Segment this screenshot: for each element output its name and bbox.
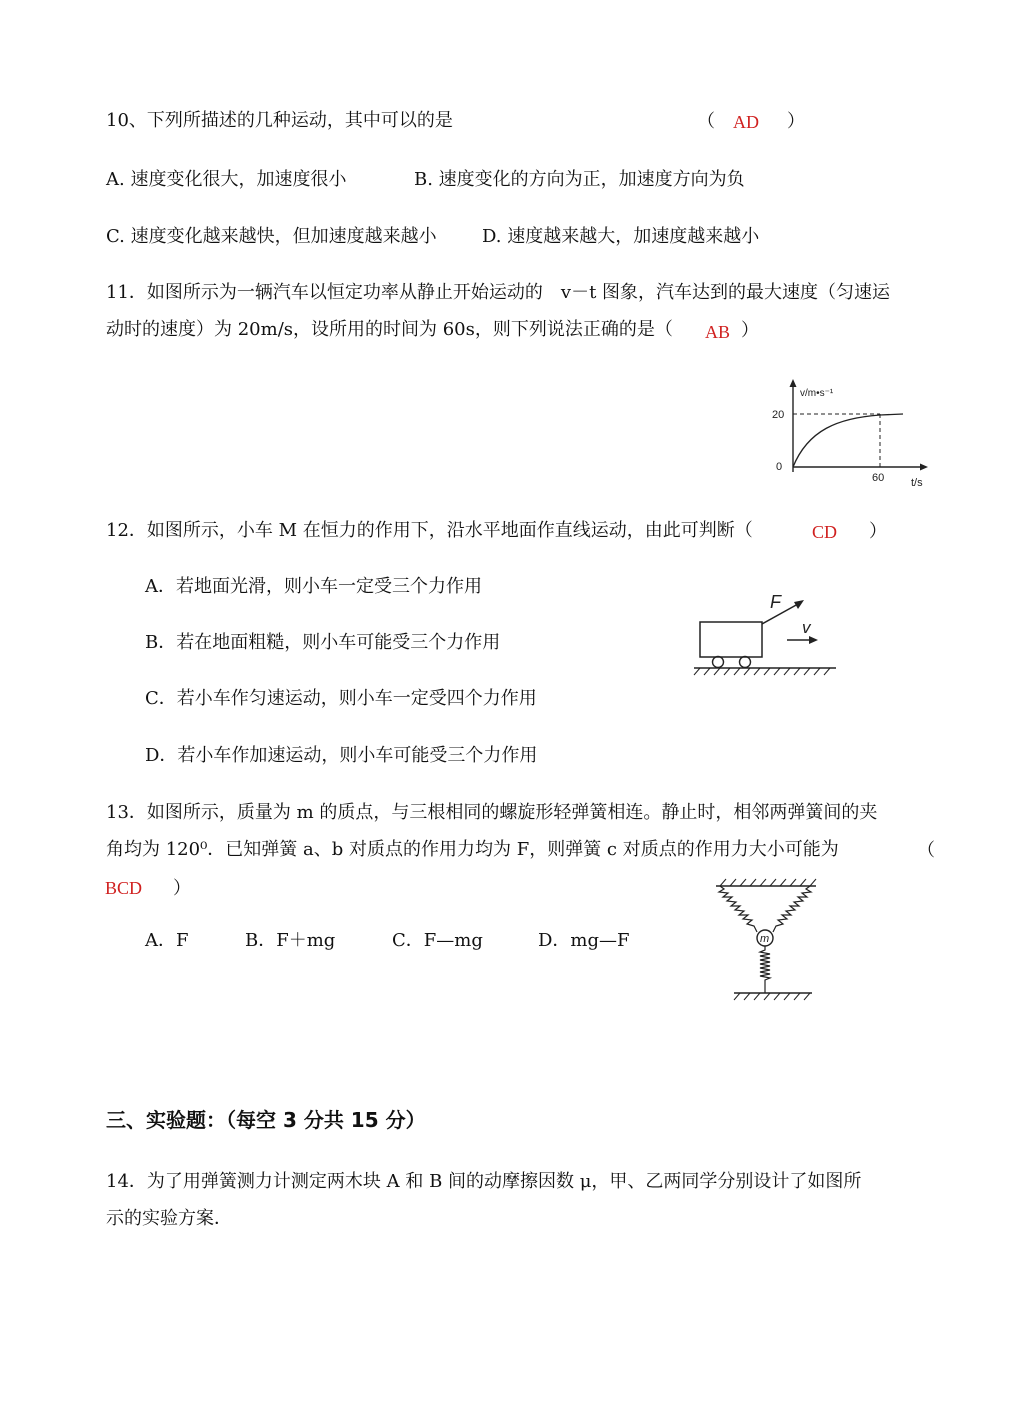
q11-vt-graph [760, 378, 935, 493]
vt-graph-x-tick-60: 60 [872, 472, 885, 484]
q13-spring-figure [708, 876, 823, 1006]
vt-graph-y-arrow [790, 379, 797, 387]
q10-option-b: B. 速度变化的方向为正，加速度方向为负 [414, 169, 745, 190]
vt-graph-origin: 0 [776, 461, 783, 473]
vt-graph-x-axis-label: t/s [911, 477, 923, 489]
q11-line1: 11．如图所示为一辆汽车以恒定功率从静止开始运动的 v－t 图象，汽车达到的最大速度（匀速运 [106, 282, 891, 303]
q14-line2: 示的实验方案． [106, 1208, 232, 1229]
q11-paren-close: ） [741, 320, 759, 340]
q10-paren-open: （ [697, 111, 715, 131]
q13-answer: BCD [105, 878, 143, 898]
vt-graph-y-tick-20: 20 [772, 409, 785, 421]
q13-option-d: D．mg—F [538, 930, 630, 951]
q10-paren-close: ） [787, 111, 805, 131]
ground-hatching [694, 668, 830, 675]
section3-title: 三、实验题：（每空 3 分共 15 分） [106, 1108, 426, 1132]
velocity-arrowhead [809, 636, 818, 644]
floor-hatching [734, 993, 810, 1000]
q12-cart-figure [690, 588, 845, 680]
q14-line1: 14．为了用弹簧测力计测定两木块 A 和 B 间的动摩擦因数 μ，甲、乙两同学分别设计了如图所 [106, 1171, 862, 1192]
spring-a [719, 886, 757, 932]
q10-option-c: C. 速度变化越来越快，但加速度越来越小 [106, 226, 437, 247]
q13-paren-open: （ [917, 840, 935, 860]
q10-answer: AD [733, 112, 759, 132]
q11-answer: AB [705, 322, 731, 342]
force-arrowhead [794, 600, 804, 609]
q13-paren-close: ） [173, 878, 191, 898]
q10-option-d: D. 速度越来越大，加速度越来越小 [482, 226, 760, 247]
q12-option-d: D．若小车作加速运动，则小车可能受三个力作用 [145, 745, 538, 766]
q12-answer: CD [812, 522, 838, 542]
q12-option-c: C．若小车作匀速运动，则小车一定受四个力作用 [145, 688, 537, 709]
q12-stem: 12．如图所示，小车 M 在恒力的作用下，沿水平地面作直线运动，由此可判断（ [106, 520, 753, 541]
vt-graph-y-axis-label: v/m•s⁻¹ [800, 388, 834, 399]
spring-b [773, 886, 811, 932]
cart-wheel-right [740, 657, 751, 668]
cart-wheel-left [713, 657, 724, 668]
spring-c [760, 946, 770, 993]
ceiling-hatching [720, 879, 816, 886]
q10-option-a: A. 速度变化很大，加速度很小 [106, 169, 347, 190]
force-label: F [770, 592, 781, 612]
q13-option-b: B．F＋mg [245, 930, 336, 951]
q13-line2: 角均为 120⁰．已知弹簧 a、b 对质点的作用力均为 F，则弹簧 c 对质点的作用力大小可能为 [106, 839, 839, 860]
velocity-label: v [802, 618, 811, 637]
q12-option-a: A．若地面光滑，则小车一定受三个力作用 [145, 576, 482, 597]
q10-stem: 10、下列所描述的几种运动，其中可以的是 [106, 110, 453, 131]
q12-option-b: B．若在地面粗糙，则小车可能受三个力作用 [145, 632, 501, 653]
vt-graph-velocity-curve [793, 414, 903, 467]
q13-option-c: C．F—mg [392, 930, 483, 951]
q13-line1: 13．如图所示，质量为 m 的质点，与三根相同的螺旋形轻弹簧相连。静止时，相邻两弹簧间的夹 [106, 802, 878, 823]
q13-option-a: A．F [145, 930, 189, 951]
q11-line2: 动时的速度）为 20m/s，设所用的时间为 60s，则下列说法正确的是（ [106, 319, 673, 340]
q12-paren-close: ） [869, 521, 887, 541]
vt-graph-x-arrow [920, 464, 928, 471]
cart-body [700, 622, 762, 657]
mass-label: m [760, 933, 770, 945]
